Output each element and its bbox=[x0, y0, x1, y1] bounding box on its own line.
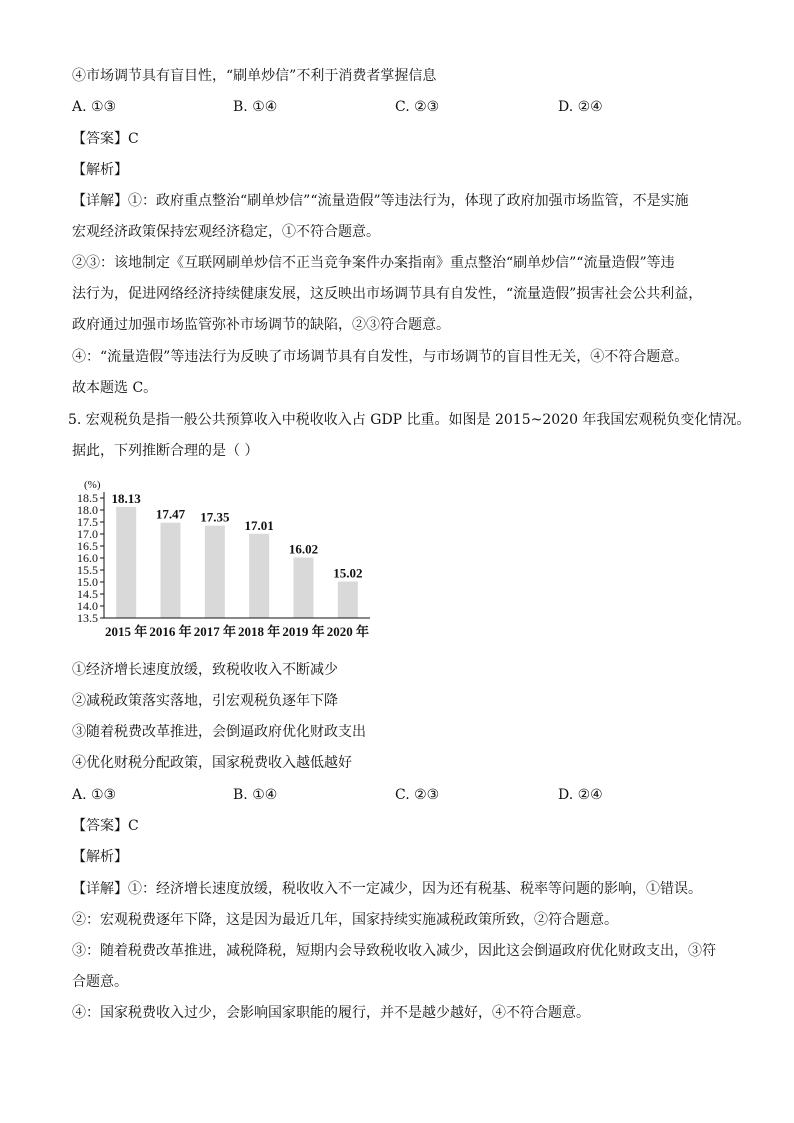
y-tick-label: 13.5 bbox=[77, 611, 98, 625]
bar bbox=[249, 534, 269, 618]
y-tick-label: 15.5 bbox=[77, 563, 98, 577]
q5-statement: ③随着税费改革推进，会倒逼政府优化财政支出 bbox=[72, 724, 366, 740]
y-tick-label: 17.5 bbox=[77, 515, 98, 529]
x-category-label: 2016 年 bbox=[149, 624, 192, 639]
bar-value-label: 17.01 bbox=[244, 517, 274, 533]
x-category-label: 2017 年 bbox=[193, 624, 236, 639]
y-tick-label: 17.0 bbox=[77, 527, 98, 541]
y-tick-label: 16.5 bbox=[77, 539, 98, 553]
q5-option-b: B. ①④ bbox=[233, 787, 278, 803]
q5-detail-line: 合题意。 bbox=[72, 974, 128, 990]
q4-detail-line: 政府通过加强市场监管弥补市场调节的缺陷，②③符合题意。 bbox=[72, 317, 450, 333]
q4-detail-line: ④：“流量造假”等违法行为反映了市场调节具有自发性，与市场调节的盲目性无关，④不符合题意。 bbox=[72, 349, 689, 365]
y-tick-label: 18.5 bbox=[77, 491, 98, 505]
q5-analysis-label: 【解析】 bbox=[72, 849, 128, 865]
q4-statement-4: ④市场调节具有盲目性，“刷单炒信”不利于消费者掌握信息 bbox=[72, 68, 437, 84]
q5-detail-line: ③：随着税费改革推进，减税降税，短期内会导致税收收入减少，因此这会倒逼政府优化财政支出，③符 bbox=[72, 943, 716, 959]
y-tick-label: 14.0 bbox=[77, 599, 98, 613]
chart-unit-label: (%) bbox=[84, 479, 101, 491]
y-tick-label: 16.0 bbox=[77, 551, 98, 565]
q4-detail-line: 宏观经济政策保持宏观经济稳定，①不符合题意。 bbox=[72, 224, 380, 240]
q5-option-a: A. ①③ bbox=[72, 787, 117, 803]
q4-detail-line: 法行为，促进网络经济持续健康发展，这反映出市场调节具有自发性，“流量造假”损害社会公共利益， bbox=[72, 286, 703, 302]
q5-stem-line: 据此，下列推断合理的是（ ） bbox=[72, 443, 259, 459]
q5-statement: ④优化财税分配政策，国家税费收入越低越好 bbox=[72, 755, 352, 771]
q4-detail-line: ②③：该地制定《互联网刷单炒信不正当竞争案件办案指南》重点整治“刷单炒信”“流量造假”等违 bbox=[72, 255, 675, 271]
q4-analysis-label: 【解析】 bbox=[72, 162, 128, 178]
x-category-label: 2020 年 bbox=[326, 624, 369, 639]
q4-detail-line: 【详解】①：政府重点整治“刷单炒信”“流量造假”等违法行为，体现了政府加强市场监管，不是实施 bbox=[72, 193, 689, 209]
bar-value-label: 17.47 bbox=[155, 506, 186, 522]
q4-option-d: D. ②④ bbox=[558, 99, 603, 115]
q5-stem-line: 5. 宏观税负是指一般公共预算收入中税收收入占 GDP 比重。如图是 2015~2020 年我国宏观税负变化情况。 bbox=[68, 412, 751, 428]
q5-detail-line: ④：国家税费收入过少，会影响国家职能的履行，并不是越少越好，④不符合题意。 bbox=[72, 1005, 590, 1021]
q4-option-c: C. ②③ bbox=[395, 99, 440, 115]
bar bbox=[205, 526, 225, 618]
y-tick-label: 14.5 bbox=[77, 587, 98, 601]
bar-value-label: 15.02 bbox=[333, 565, 363, 581]
tax-burden-bar-chart bbox=[72, 474, 382, 644]
x-category-label: 2018 年 bbox=[238, 624, 281, 639]
q5-statement: ②减税政策落实落地，引宏观税负逐年下降 bbox=[72, 693, 338, 709]
q5-answer: 【答案】C bbox=[72, 818, 139, 834]
q5-options bbox=[72, 785, 722, 805]
bar bbox=[116, 507, 136, 618]
q4-detail-line: 故本题选 C。 bbox=[72, 380, 158, 396]
q5-detail-line: ②：宏观税费逐年下降，这是因为最近几年，国家持续实施减税政策所致，②符合题意。 bbox=[72, 912, 618, 928]
bar bbox=[294, 558, 314, 618]
x-category-label: 2015 年 bbox=[105, 624, 148, 639]
q5-option-d: D. ②④ bbox=[558, 787, 603, 803]
q4-option-b: B. ①④ bbox=[233, 99, 278, 115]
bar-value-label: 16.02 bbox=[288, 541, 319, 557]
y-tick-label: 15.0 bbox=[77, 575, 98, 589]
bar bbox=[161, 523, 181, 618]
q5-option-c: C. ②③ bbox=[395, 787, 440, 803]
bar-value-label: 17.35 bbox=[200, 509, 230, 525]
q5-statement: ①经济增长速度放缓，致税收收入不断减少 bbox=[72, 662, 338, 678]
bar bbox=[338, 582, 358, 618]
q4-option-a: A. ①③ bbox=[72, 99, 117, 115]
q4-options bbox=[72, 97, 722, 117]
bar-value-label: 18.13 bbox=[111, 490, 141, 506]
y-tick-label: 18.0 bbox=[77, 503, 98, 517]
q5-detail-line: 【详解】①：经济增长速度放缓，税收收入不一定减少，因为还有税基、税率等问题的影响，①错误。 bbox=[72, 881, 702, 897]
q4-answer: 【答案】C bbox=[72, 131, 139, 147]
x-category-label: 2019 年 bbox=[282, 624, 325, 639]
